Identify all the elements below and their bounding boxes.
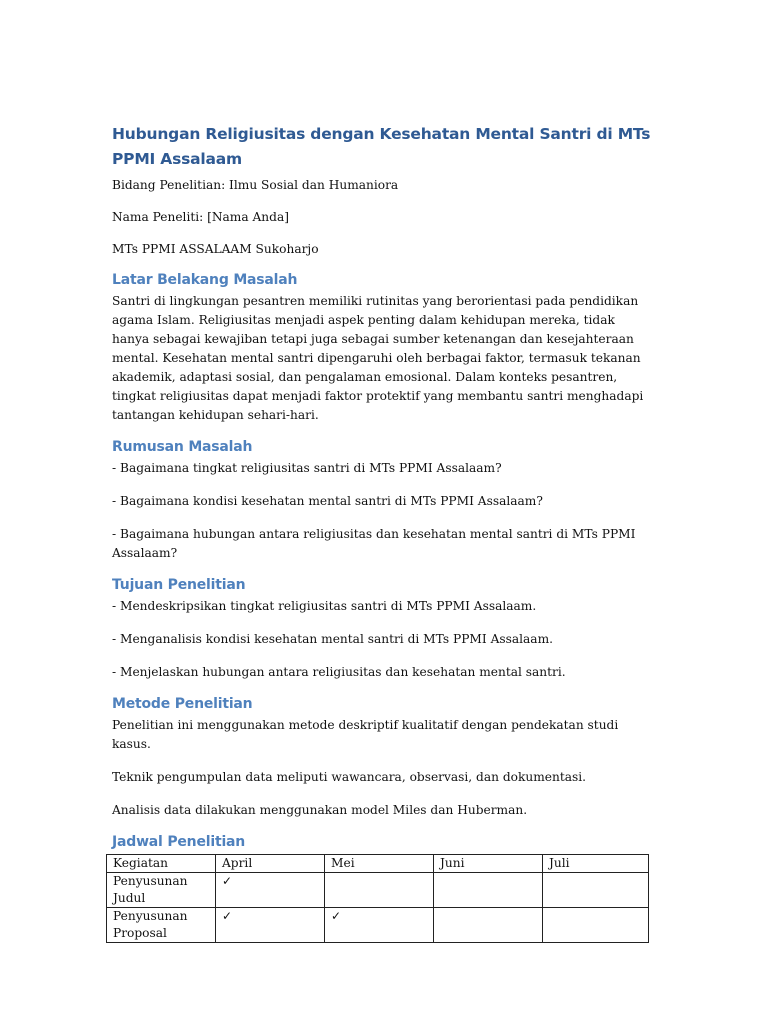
section-heading: Tujuan Penelitian — [112, 577, 246, 593]
section-jadwal-penelitian — [112, 832, 652, 943]
column-header: Mei — [325, 855, 434, 873]
document-title: Hubungan Religiusitas dengan Kesehatan Mental Santri di MTs PPMI Assalaam — [112, 125, 651, 168]
table-cell — [543, 873, 649, 908]
table-cell — [434, 873, 543, 908]
column-header: Juni — [434, 855, 543, 873]
checkmark-cell: ✓ — [216, 908, 325, 943]
schedule-table — [106, 854, 649, 943]
table-cell-kegiatan: Penyusunan Judul — [107, 873, 216, 908]
table-cell — [543, 908, 649, 943]
list-item: Analisis data dilakukan menggunakan model Miles dan Huberman. — [112, 803, 528, 817]
section-paragraph: Santri di lingkungan pesantren memiliki rutinitas yang berorientasi pada pendidikan agama Islam. Religiusitas menjadi aspek penting dalam kehidupan mereka, tidak hanya sebagai kewajiban tetapi juga sebagai sumber ketenangan dan kesejahteraan mental. Kesehatan mental santri dipengaruhi oleh berbagai faktor, termasuk tekanan akademik, adaptasi sosial, dan pengalaman emosional. Dalam konteks pesantren, tingkat religiusitas dapat menjadi faktor protektif yang membantu santri menghadapi tantangan kehidupan sehari-hari. — [112, 294, 644, 422]
list-item: Teknik pengumpulan data meliputi wawancara, observasi, dan dokumentasi. — [112, 770, 587, 784]
table-row — [107, 908, 649, 943]
section-heading: Rumusan Masalah — [112, 439, 253, 455]
list-item: - Mendeskripsikan tingkat religiusitas santri di MTs PPMI Assalaam. — [112, 599, 537, 613]
list-item: - Bagaimana kondisi kesehatan mental santri di MTs PPMI Assalaam? — [112, 494, 543, 508]
checkmark-cell: ✓ — [325, 908, 434, 943]
table-cell — [434, 908, 543, 943]
column-header: Juli — [543, 855, 649, 873]
section-heading: Latar Belakang Masalah — [112, 272, 298, 288]
researcher-name: Nama Peneliti: [Nama Anda] — [112, 210, 289, 224]
section-rumusan-masalah — [112, 437, 652, 563]
section-latar-belakang — [112, 270, 652, 425]
list-item: Penelitian ini menggunakan metode deskriptif kualitatif dengan pendekatan studi kasus. — [112, 718, 619, 751]
section-heading: Jadwal Penelitian — [112, 834, 246, 850]
list-item: - Menjelaskan hubungan antara religiusitas dan kesehatan mental santri. — [112, 665, 566, 679]
table-row — [107, 873, 649, 908]
table-header-row — [107, 855, 649, 873]
column-header: Kegiatan — [107, 855, 216, 873]
document-page — [112, 122, 652, 943]
research-field: Bidang Penelitian: Ilmu Sosial dan Humaniora — [112, 178, 399, 192]
list-item: - Bagaimana hubungan antara religiusitas dan kesehatan mental santri di MTs PPMI Assalaam? — [112, 527, 636, 560]
section-heading: Metode Penelitian — [112, 696, 253, 712]
list-item: - Menganalisis kondisi kesehatan mental santri di MTs PPMI Assalaam. — [112, 632, 554, 646]
list-item: - Bagaimana tingkat religiusitas santri di MTs PPMI Assalaam? — [112, 461, 502, 475]
table-cell-kegiatan: Penyusunan Proposal — [107, 908, 216, 943]
section-metode-penelitian — [112, 694, 652, 820]
section-tujuan-penelitian — [112, 575, 652, 682]
institution-name: MTs PPMI ASSALAAM Sukoharjo — [112, 242, 319, 256]
checkmark-cell: ✓ — [216, 873, 325, 908]
table-cell — [325, 873, 434, 908]
column-header: April — [216, 855, 325, 873]
